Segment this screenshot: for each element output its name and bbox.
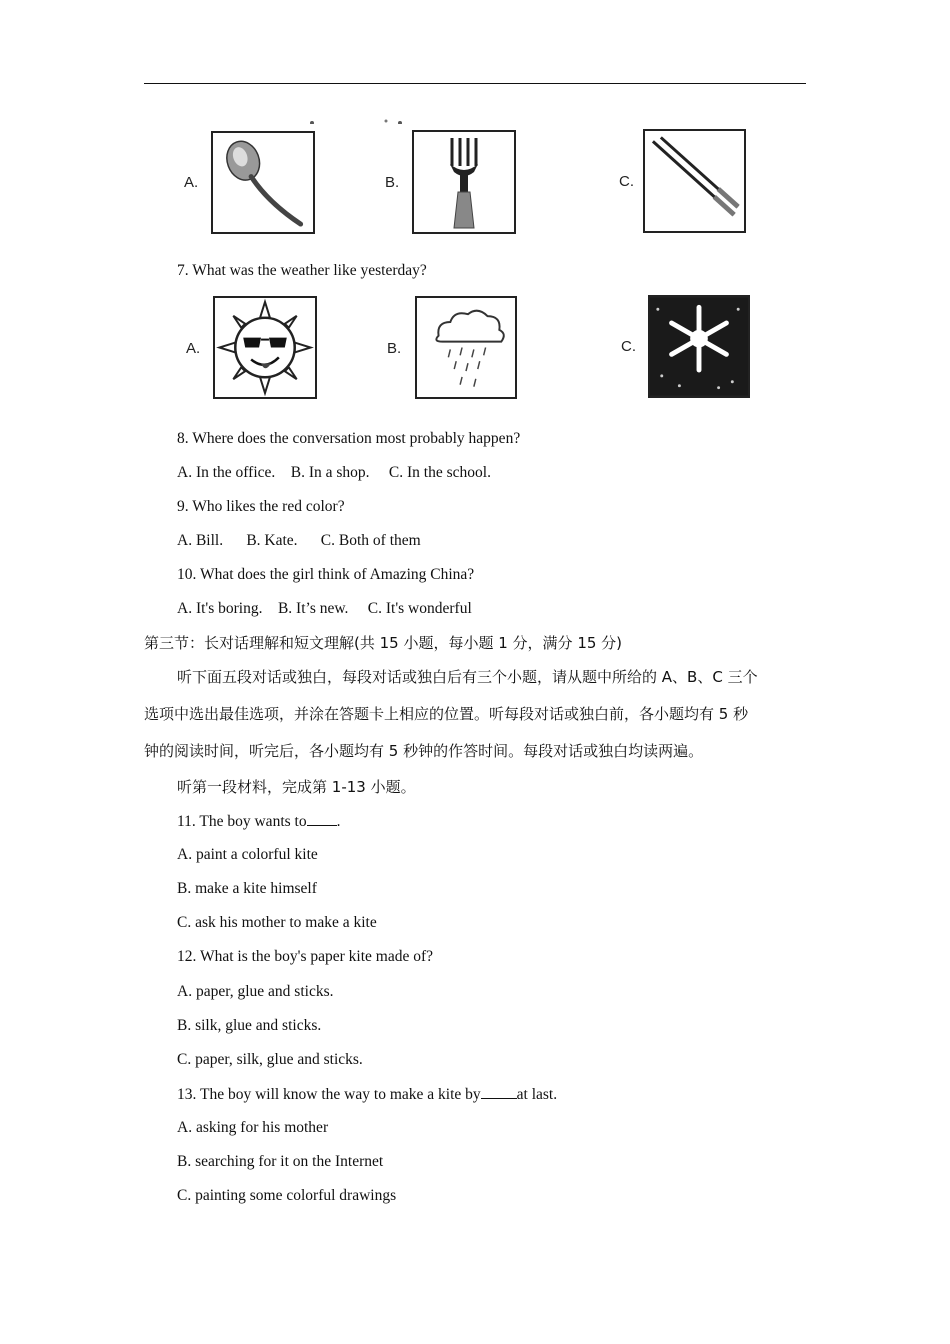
- q7-option-a-label: A.: [186, 340, 201, 357]
- sunny-picture: [213, 296, 317, 399]
- q11-end: .: [336, 813, 341, 830]
- chopsticks-icon: [645, 131, 744, 231]
- q6-option-c-label: C.: [619, 173, 634, 190]
- q6-option-a-label: A.: [184, 174, 199, 191]
- cropped-text-remnant: [290, 114, 430, 124]
- section3-instructions-line2: 选项中选出最佳选项，并涂在答题卡上相应的位置。听每段对话或独白前，各小题均有 5 秒: [144, 705, 749, 723]
- q6-option-b-label: B.: [385, 174, 400, 191]
- q10-options: A. It's boring. B. It’s new. C. It's wonderful: [177, 600, 472, 617]
- q11-question: [177, 811, 340, 832]
- q11-blank: [307, 811, 337, 826]
- q13-end: at last.: [516, 1086, 558, 1103]
- section3-heading: 第三节：长对话理解和短文理解(共 15 小题，每小题 1 分，满分 15 分): [144, 634, 623, 652]
- q8-question: 8. Where does the conversation most probably happen?: [177, 430, 521, 447]
- q11-option-a: A. paint a colorful kite: [177, 846, 318, 863]
- rain-cloud-icon: [417, 298, 515, 397]
- q13-question: [177, 1084, 557, 1105]
- q7-question: 7. What was the weather like yesterday?: [177, 262, 427, 279]
- rainy-picture: [415, 296, 517, 399]
- q12-option-c: C. paper, silk, glue and sticks.: [177, 1051, 363, 1068]
- q11-option-b: B. make a kite himself: [177, 880, 317, 897]
- q9-options: A. Bill. B. Kate. C. Both of them: [177, 532, 421, 549]
- q12-question: 12. What is the boy's paper kite made of?: [177, 948, 434, 965]
- snowflake-icon: [650, 297, 748, 396]
- q12-option-b: B. silk, glue and sticks.: [177, 1017, 322, 1034]
- chopsticks-picture: [643, 129, 746, 233]
- fork-picture: [412, 130, 516, 234]
- q12-option-a: A. paper, glue and sticks.: [177, 983, 334, 1000]
- header-rule: [144, 83, 806, 84]
- q11-stem: 11. The boy wants to: [177, 813, 307, 830]
- sun-icon: [215, 298, 315, 397]
- snowy-picture: [648, 295, 750, 398]
- q11-option-c: C. ask his mother to make a kite: [177, 914, 377, 931]
- spoon-picture: [211, 131, 315, 234]
- q7-option-b-label: B.: [387, 340, 402, 357]
- q13-stem: 13. The boy will know the way to make a kite by: [177, 1086, 481, 1103]
- spoon-icon: [213, 133, 313, 232]
- q9-question: 9. Who likes the red color?: [177, 498, 345, 515]
- material1-instruction: 听第一段材料，完成第 1-13 小题。: [177, 778, 416, 796]
- q13-option-a: A. asking for his mother: [177, 1119, 329, 1136]
- section3-instructions-line3: 钟的阅读时间，听完后，各小题均有 5 秒钟的作答时间。每段对话或独白均读两遍。: [144, 742, 704, 760]
- fork-icon: [414, 132, 514, 232]
- q8-options: A. In the office. B. In a shop. C. In the school.: [177, 464, 491, 481]
- q13-option-c: C. painting some colorful drawings: [177, 1187, 397, 1204]
- q13-option-b: B. searching for it on the Internet: [177, 1153, 384, 1170]
- section3-instructions-line1: 听下面五段对话或独白，每段对话或独白后有三个小题，请从题中所给的 A、B、C 三个: [177, 668, 758, 686]
- q7-option-c-label: C.: [621, 338, 636, 355]
- q10-question: 10. What does the girl think of Amazing China?: [177, 566, 475, 583]
- q13-blank: [481, 1084, 517, 1099]
